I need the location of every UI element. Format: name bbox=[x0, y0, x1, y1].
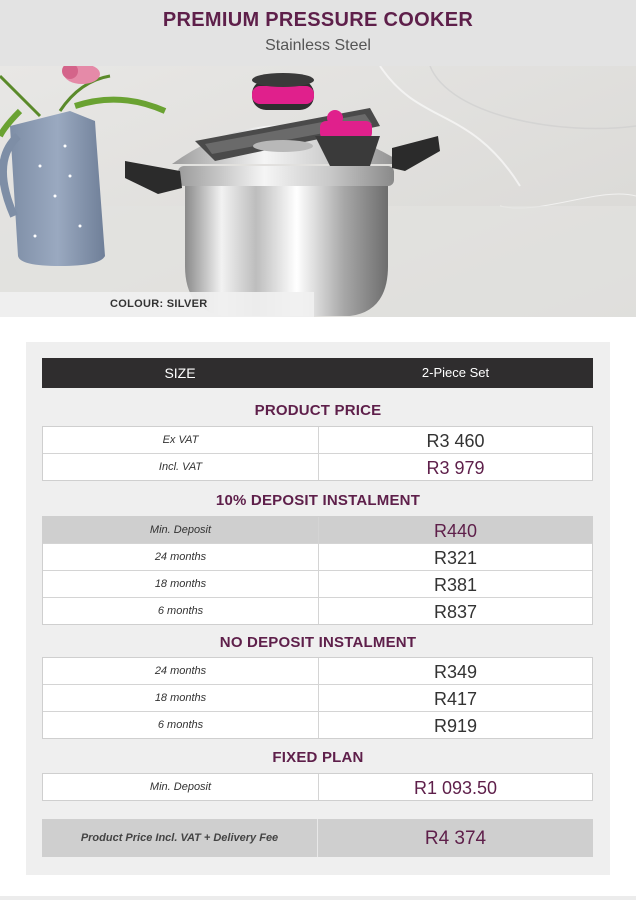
colour-label: COLOUR: SILVER bbox=[0, 292, 314, 317]
row-label: 24 months bbox=[43, 658, 319, 684]
row-value: R837 bbox=[433, 602, 478, 622]
product-photo bbox=[0, 66, 636, 317]
row-value: R349 bbox=[433, 662, 478, 682]
row-label: Ex VAT bbox=[43, 427, 319, 453]
row-label: Min. Deposit bbox=[43, 774, 319, 800]
deposit-instalment-title: 10% DEPOSIT INSTALMENT bbox=[215, 492, 421, 509]
table-row bbox=[43, 427, 592, 454]
size-value: 2-Piece Set bbox=[421, 365, 490, 380]
row-value: R3 979 bbox=[426, 458, 485, 478]
table-row bbox=[43, 454, 592, 480]
no-deposit-instalment-table bbox=[42, 657, 593, 739]
row-value: R919 bbox=[433, 716, 478, 736]
pricing-panel bbox=[26, 342, 610, 875]
product-price-title: PRODUCT PRICE bbox=[254, 402, 382, 419]
row-label: Incl. VAT bbox=[43, 454, 319, 480]
page-subtitle: Stainless Steel bbox=[265, 37, 371, 54]
total-row bbox=[42, 819, 593, 857]
table-row bbox=[43, 517, 592, 544]
table-row bbox=[43, 685, 592, 712]
total-label: Product Price Incl. VAT + Delivery Fee bbox=[42, 819, 318, 857]
fixed-plan-title: FIXED PLAN bbox=[272, 749, 364, 766]
pressure-cooker-photo-icon bbox=[0, 66, 636, 317]
table-row bbox=[43, 712, 592, 738]
row-label: 18 months bbox=[43, 685, 319, 711]
total-value: R4 374 bbox=[424, 828, 487, 849]
fixed-plan-table bbox=[42, 773, 593, 801]
row-value: R1 093.50 bbox=[413, 778, 498, 798]
size-bar bbox=[42, 358, 593, 388]
no-deposit-instalment-title: NO DEPOSIT INSTALMENT bbox=[219, 634, 417, 651]
row-value: R381 bbox=[433, 575, 478, 595]
row-label: Min. Deposit bbox=[43, 517, 319, 543]
row-label: 18 months bbox=[43, 571, 319, 597]
row-value: R3 460 bbox=[426, 431, 485, 451]
page-header bbox=[0, 0, 636, 66]
deposit-instalment-table bbox=[42, 516, 593, 625]
row-value: R321 bbox=[433, 548, 478, 568]
table-row bbox=[43, 571, 592, 598]
table-row bbox=[43, 598, 592, 624]
product-price-table bbox=[42, 426, 593, 481]
table-row bbox=[43, 544, 592, 571]
size-label: SIZE bbox=[164, 365, 196, 381]
row-label: 24 months bbox=[43, 544, 319, 570]
row-label: 6 months bbox=[43, 712, 319, 738]
row-label: 6 months bbox=[43, 598, 319, 624]
page-title: PREMIUM PRESSURE COOKER bbox=[162, 9, 474, 31]
footer-divider bbox=[0, 896, 636, 900]
row-value: R417 bbox=[433, 689, 478, 709]
table-row bbox=[43, 658, 592, 685]
row-value: R440 bbox=[433, 521, 478, 541]
table-row bbox=[43, 774, 592, 800]
